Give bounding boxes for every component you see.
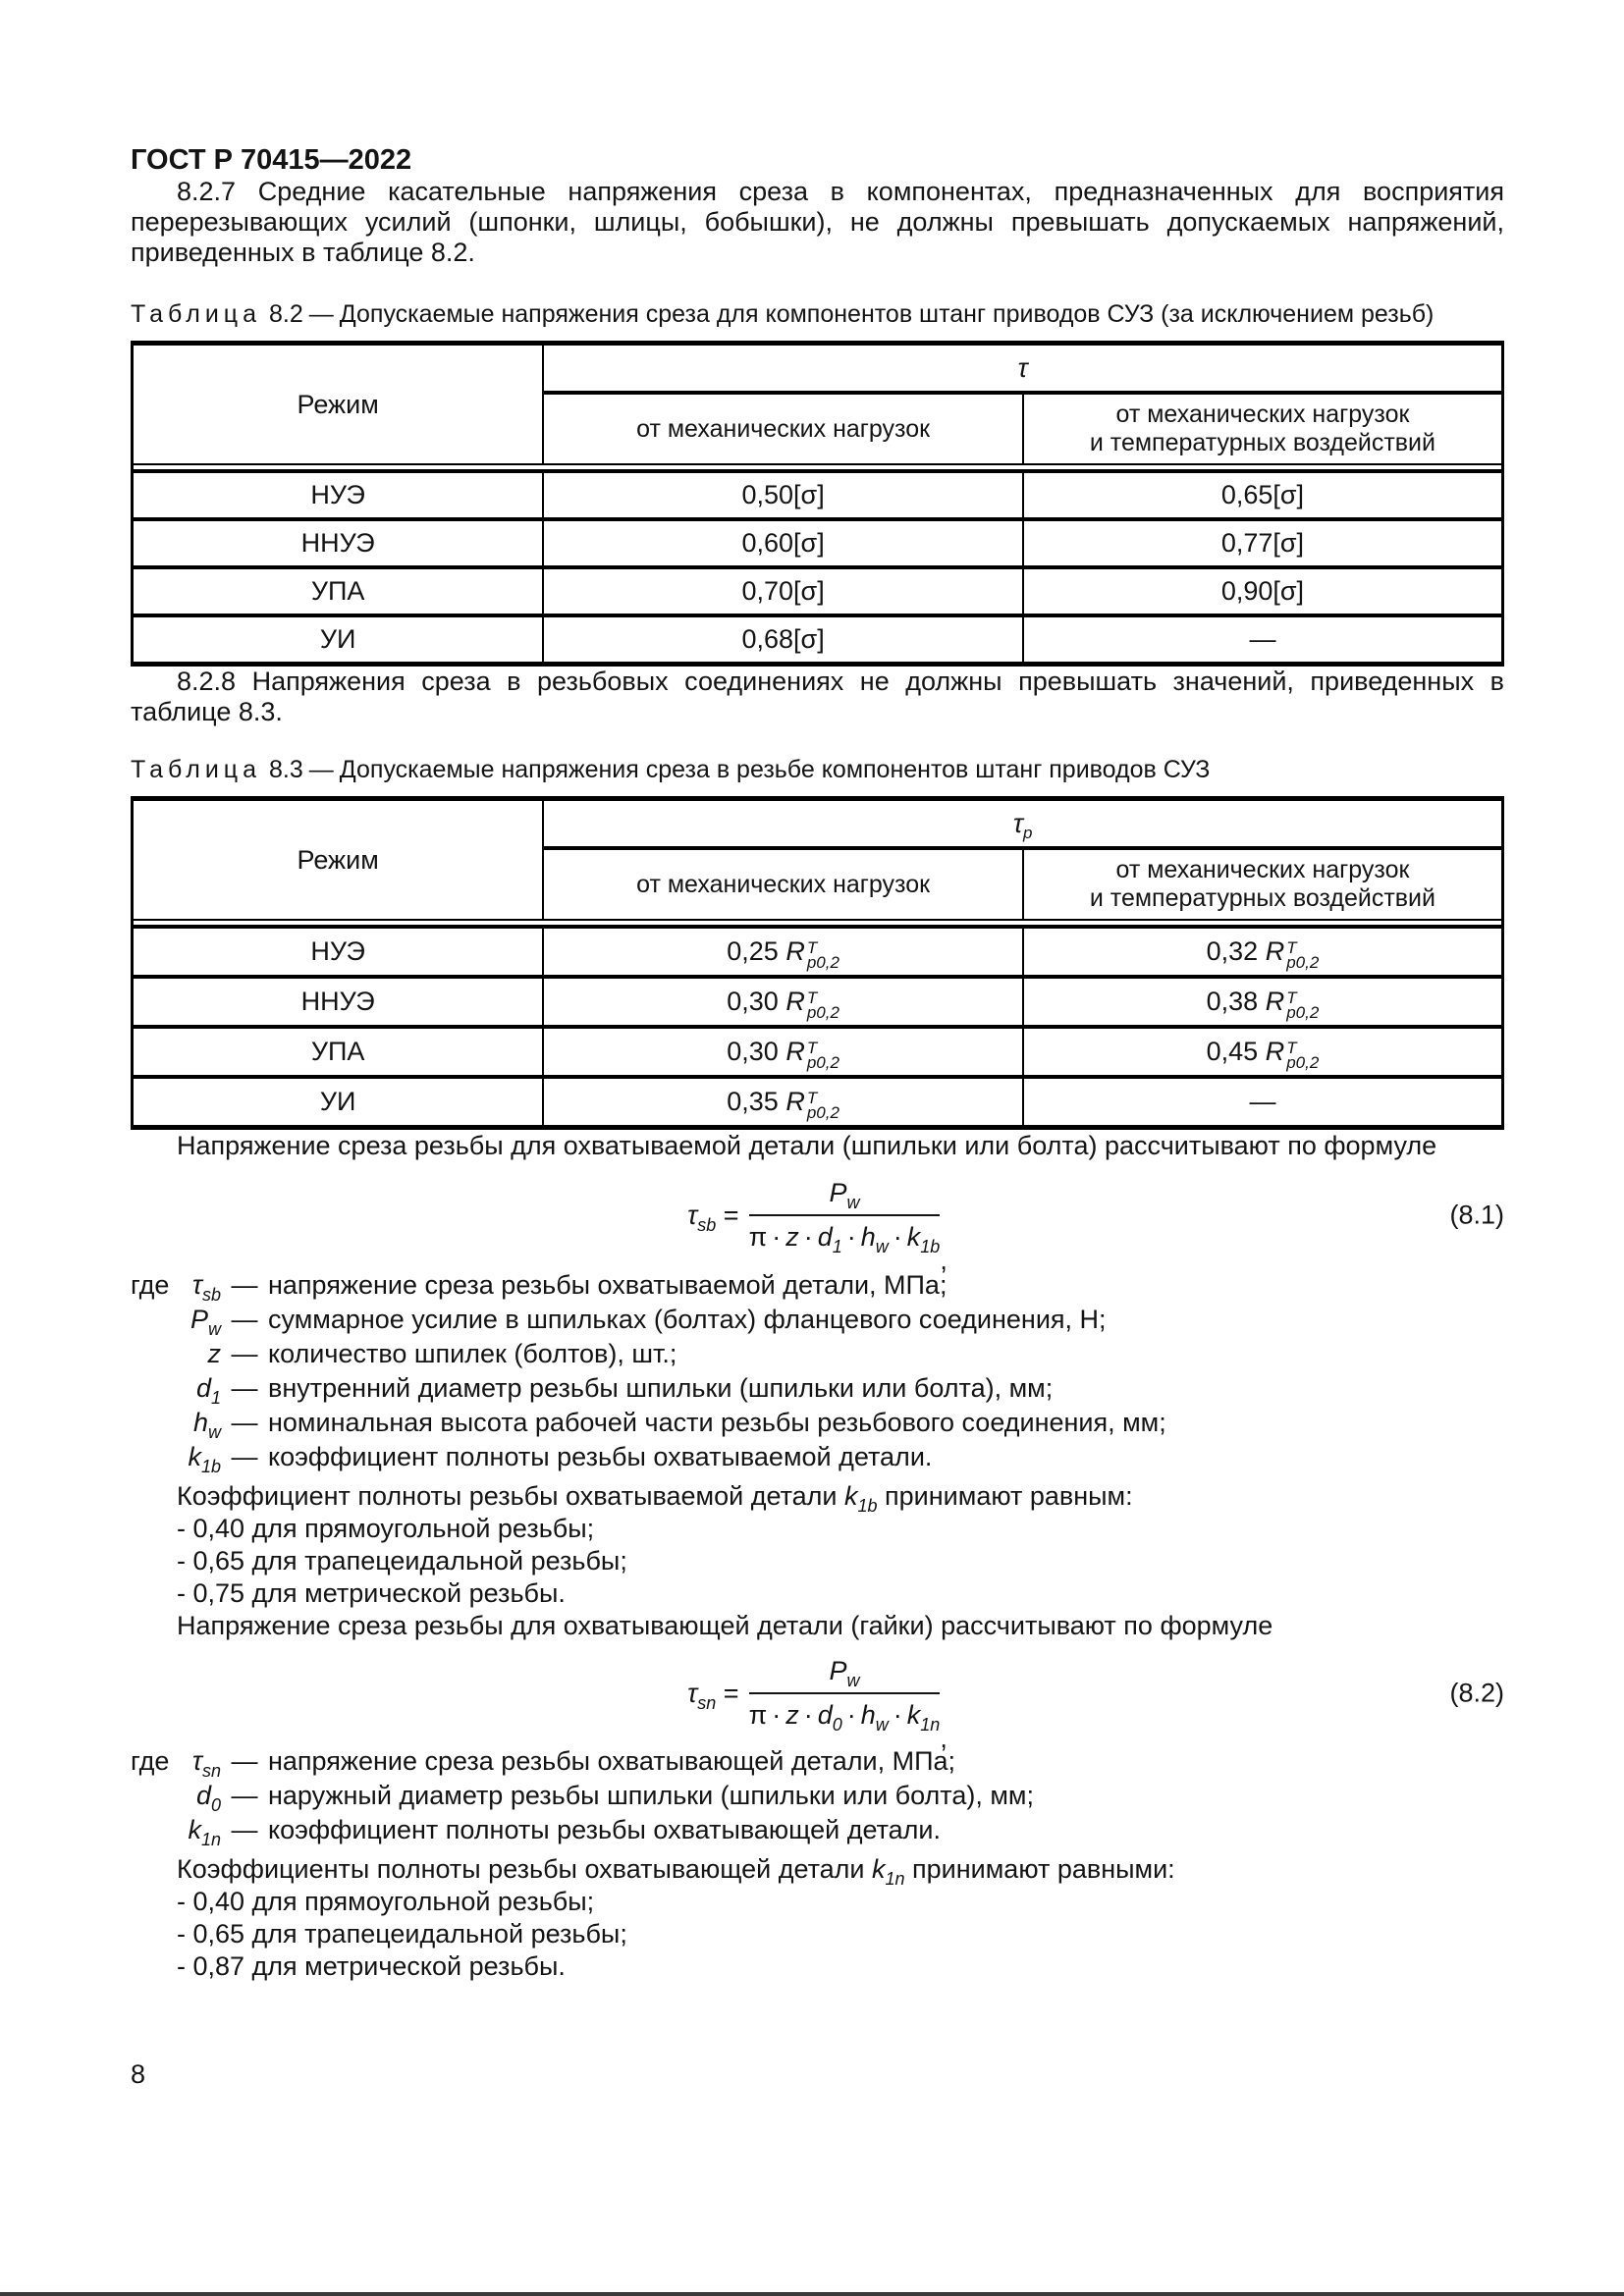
caption-dash: — [308,756,334,783]
definition-item: $h_w$ — номинальная высота рабочей части резьбы резьбового соединения, мм; [192,1408,1166,1442]
definition-item: где $\tau_{sn}$ — напряжение среза резьбы охватывающей детали, МПа; [131,1746,956,1781]
denominator: $\pi \cdot z \cdot d_1 \cdot h_w \cdot k_{1b}$ [748,1222,941,1256]
caption-text: Допускаемые напряжения среза для компонентов штанг приводов СУЗ (за исключением резьб) [339,300,1435,328]
table-row [133,927,1503,977]
formula-comma: , [940,1724,947,1753]
fraction [748,1178,941,1256]
formula-8-2 [131,1644,1504,1753]
cell-mode: УПА [133,1027,544,1077]
header-separator [133,464,1503,471]
cell-mode: ННУЭ [133,977,544,1027]
table-8-2-caption [131,299,1504,329]
denominator: $\pi \cdot z \cdot d_0 \cdot h_w \cdot k_{1n}$ [748,1700,941,1735]
table-row [133,1027,1503,1077]
cell-mode: УПА [133,567,544,615]
table-8-3-header-mode: Режим [133,799,544,921]
cell-mode: УИ [133,615,544,665]
formula-8-2-number: (8.2) [1449,1678,1504,1708]
caption-dash: — [308,300,334,328]
definition-item: $d_1$ — внутренний диаметр резьбы шпильки (шпильки или болта), мм; [195,1373,1054,1408]
page-content [131,0,1504,1983]
cell-mech: 0,35 R T p0,2 [543,1077,1023,1128]
cell-mech: 0,70[σ] [543,567,1023,615]
document-header: ГОСТ Р 70415—2022 [131,144,412,176]
formula-8-1-intro: Напряжение среза резьбы для охватываемой детали (шпильки или болта) рассчитывают по формуле [177,1131,1437,1160]
cell-mech-temp: 0,45 R T p0,2 [1023,1027,1503,1077]
definition-item: z — количество шпилек (болтов), шт.; [207,1339,677,1368]
cell-mech: 0,30 R T p0,2 [543,977,1023,1027]
fraction [748,1656,941,1735]
scan-edge [0,2292,1624,2296]
formula-lhs: $\tau_{sn}$ = [687,1678,739,1713]
cell-mech-temp: 0,32 R T p0,2 [1023,927,1503,977]
table-row [133,567,1503,615]
table-8-2-header-mech-temp: от механических нагрузок и температурных воздействий [1023,393,1503,464]
bullet-item: - 0,87 для метрической резьбы. [177,1951,566,1981]
cell-mode: НУЭ [133,927,544,977]
definitions-8-2 [131,1744,1504,1847]
table-8-3 [131,796,1504,1130]
table-8-2-header-tau: τ [543,344,1502,394]
table-row [133,977,1503,1027]
caption-word: Таблица [131,300,262,328]
table-row [133,519,1503,567]
bullet-item: - 0,65 для трапецеидальной резьбы; [177,1919,627,1949]
formula-lhs: $\tau_{sb}$ = [687,1200,739,1235]
caption-word: Таблица [131,756,262,783]
formula-8-1-number: (8.1) [1449,1200,1504,1230]
bullet-item: - 0,40 для прямоугольной резьбы; [177,1514,595,1543]
paragraph-8-2-8: 8.2.8 Напряжения среза в резьбовых соединениях не должны превышать значений, приведенных в таблице 8.3. [131,667,1504,726]
formula-8-2-intro: Напряжение среза резьбы для охватывающей детали (гайки) рассчитывают по формуле [177,1611,1273,1640]
cell-mech: 0,30 R T p0,2 [543,1027,1023,1077]
numerator: $P_w$ [749,1178,941,1216]
formula-comma: , [940,1246,947,1275]
bullet-item: - 0,40 для прямоугольной резьбы; [177,1887,595,1916]
coefficient-paragraph-8-1: Коэффициент полноты резьбы охватываемой детали $k_{1b}$ принимают равным: [177,1481,1133,1516]
bullet-item: - 0,75 для метрической резьбы. [177,1578,566,1608]
page-number: 8 [131,2059,146,2089]
definition-item: $d_0$ — наружный диаметр резьбы шпильки (шпильки или болта), мм; [195,1781,1034,1815]
paragraph-8-2-7: 8.2.7 Средние касательные напряжения среза в компонентах, предназначенных для восприятия перерезывающих усилий (шпонки, шлицы, бобышки), не должны превышать допускаемых напряжений, приведенных в таблице 8.2. [131,177,1504,267]
cell-mode: НУЭ [133,471,544,519]
cell-mode: ННУЭ [133,519,544,567]
cell-mech-temp: — [1023,615,1503,665]
definition-item: $P_w$ — суммарное усилие в шпильках (болтах) фланцевого соединения, Н; [189,1305,1107,1339]
cell-mech: 0,50[σ] [543,471,1023,519]
definition-item: $k_{1b}$ — коэффициент полноты резьбы охватываемой детали. [188,1442,933,1476]
table-8-3-header-tau: $\tau_р$ [543,799,1502,849]
table-row [133,471,1503,519]
coefficient-paragraph-8-2: Коэффициенты полноты резьбы охватывающей детали $k_{1n}$ принимают равными: [177,1854,1175,1889]
table-8-2-header-mode: Режим [133,344,544,465]
caption-number: 8.2 [269,300,303,328]
cell-mech-temp: 0,90[σ] [1023,567,1503,615]
numerator: $P_w$ [749,1656,941,1694]
table-8-2-header-mech: от механических нагрузок [543,393,1023,464]
bullet-item: - 0,65 для трапецеидальной резьбы; [177,1546,627,1575]
cell-mech-temp: 0,38 R T p0,2 [1023,977,1503,1027]
table-row [133,1077,1503,1128]
cell-mech-temp: — [1023,1077,1503,1128]
cell-mech-temp: 0,77[σ] [1023,519,1503,567]
definition-item: $k_{1n}$ — коэффициент полноты резьбы охватывающей детали. [188,1815,941,1849]
definition-item: где $\tau_{sb}$ — напряжение среза резьбы охватываемой детали, МПа; [131,1270,947,1305]
cell-mech-temp: 0,65[σ] [1023,471,1503,519]
caption-text: Допускаемые напряжения среза в резьбе компонентов штанг приводов СУЗ [339,756,1211,783]
table-8-2 [131,341,1504,667]
table-8-3-header-mech: от механических нагрузок [543,848,1023,920]
header-separator [133,920,1503,927]
cell-mech: 0,68[σ] [543,615,1023,665]
table-8-3-header-mech-temp: от механических нагрузок и температурных воздействий [1023,848,1503,920]
cell-mech: 0,60[σ] [543,519,1023,567]
table-8-3-caption [131,755,1504,784]
definitions-8-1 [131,1268,1504,1474]
formula-8-1 [131,1166,1504,1275]
cell-mode: УИ [133,1077,544,1128]
caption-number: 8.3 [269,756,303,783]
table-row [133,615,1503,665]
cell-mech: 0,25 R T p0,2 [543,927,1023,977]
